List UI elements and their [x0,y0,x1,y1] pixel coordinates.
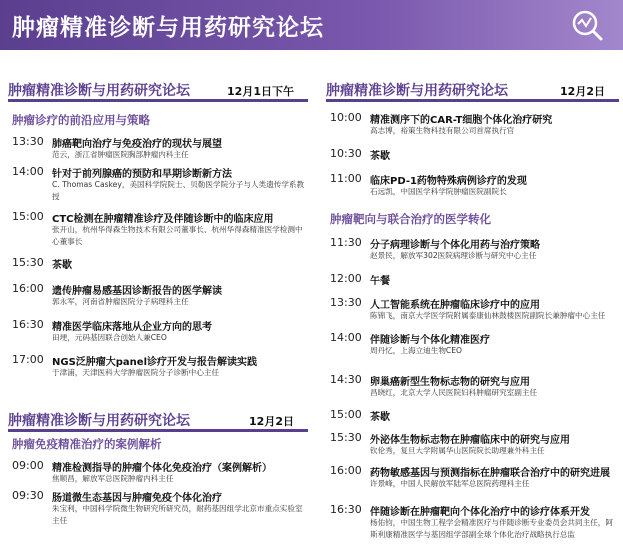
agenda-title: 针对于前列腺癌的预防和早期诊断新方法 [52,169,232,180]
agenda-time: 12:00 [330,272,362,285]
agenda-time: 10:00 [330,111,362,124]
agenda-time: 13:30 [330,296,362,309]
agenda-time: 15:30 [330,431,362,444]
agenda-title: 精准测序下的CAR-T细胞个体化治疗研究 [370,115,553,126]
agenda-speaker: 高志博，裕策生物科技有限公司首席执行官 [370,126,515,135]
agenda-title: 肠道微生态基因与肿瘤免疫个体化治疗 [52,493,222,504]
agenda-title: CTC检测在肿瘤精准诊疗及伴随诊断中的临床应用 [52,214,274,225]
section-date: 12月2日 [249,415,294,428]
agenda-speaker: 赵景民，解放军302医院病理诊断与研究中心主任 [370,251,537,260]
header-banner [0,0,623,50]
agenda-speaker: 郭永军，河南省肿瘤医院分子病理科主任 [52,297,189,306]
section-title: 肿瘤精准诊断与用药研究论坛 [8,83,190,99]
agenda-time: 11:30 [330,236,362,249]
section-header [8,78,308,102]
agenda-time: 17:00 [12,353,44,366]
check-magnifier-icon [569,7,605,43]
agenda-title: 茶歇 [52,260,72,271]
agenda-speaker: 陈锦飞，南京大学医学院附属泰康仙林鼓楼医院副院长兼肿瘤中心主任 [370,311,606,320]
section-subtitle: 肿瘤靶向与联合治疗的医学转化 [330,212,491,226]
agenda-title: 茶歇 [370,412,390,423]
agenda-title: 药物敏感基因与预测指标在肿瘤联合治疗中的研究进展 [370,468,610,479]
agenda-time: 16:00 [12,282,44,295]
agenda-title: 伴随诊断在肿瘤靶向个体化治疗中的诊疗体系开发 [370,507,590,518]
agenda-speaker: 杨佑钧，中国生物工程学会精准医疗与伴随诊断专业委员会共同主任，阿斯利康精准医学与基因组学部副全球个体化治疗战略执行总监 [370,518,613,539]
agenda-speaker: 田埂，元码基因联合创始人兼CEO [52,333,167,342]
agenda-time: 14:30 [330,373,362,386]
section-header [8,408,308,432]
agenda-title: 午餐 [370,276,390,287]
agenda-time: 16:00 [330,464,362,477]
agenda-speaker: 周丹忆，上海立迪生物CEO [370,346,463,355]
section-date: 12月2日 [560,85,605,98]
agenda-title: 茶歇 [370,151,390,162]
section-date: 12月1日下午 [227,85,294,98]
section-subtitle: 肿瘤诊疗的前沿应用与策略 [12,113,150,127]
agenda-speaker: 许景峰，中国人民解放军陆军总医院药理科主任 [370,479,530,488]
agenda-time: 10:30 [330,147,362,160]
agenda-speaker: 范云，浙江省肿瘤医院胸部肿瘤内科主任 [52,150,189,159]
agenda-time: 09:30 [12,489,44,502]
agenda-time: 14:00 [12,165,44,178]
agenda-time: 16:30 [12,318,44,331]
agenda-speaker: C. Thomas Caskey，美国科学院院士、贝勒医学院分子与人类遗传学系教授 [52,180,305,201]
agenda-speaker: 昌晓红，北京大学人民医院妇科肿瘤研究室副主任 [370,388,538,397]
agenda-speaker: 朱宝利，中国科学院微生物研究所研究员，耐药基因组学北京市重点实验室主任 [52,504,303,525]
section-title: 肿瘤精准诊断与用药研究论坛 [326,83,508,99]
agenda-title: 分子病理诊断与个体化用药与治疗策略 [370,240,540,251]
agenda-speaker: 石远凯，中国医学科学院肿瘤医院副院长 [370,187,507,196]
agenda-time: 15:00 [12,210,44,223]
agenda-title: 伴随诊断与个体化精准医疗 [370,335,490,346]
agenda-title: 临床PD-1药物特殊病例诊疗的发现 [370,176,527,187]
agenda-speaker: 焦顺昌，解放军总医院肿瘤内科主任 [52,474,174,483]
agenda-title: NGS泛肿瘤大panel诊疗开发与报告解读实践 [52,357,258,368]
page-title: 肿瘤精准诊断与用药研究论坛 [12,15,324,41]
agenda-speaker: 于津浦，天津医科大学肿瘤医院分子诊断中心主任 [52,368,220,377]
agenda-title: 肺癌靶向治疗与免疫治疗的现状与展望 [52,139,222,150]
agenda-title: 外泌体生物标志物在肿瘤临床中的研究与应用 [370,435,570,446]
agenda-title: 精准医学临床落地从企业方向的思考 [52,322,212,333]
section-subtitle: 肿瘤免疫精准治疗的案例解析 [12,437,162,451]
agenda-title: 遗传肿瘤易感基因诊断报告的医学解读 [52,286,222,297]
agenda-time: 15:00 [330,408,362,421]
agenda-time: 16:30 [330,503,362,516]
agenda-speaker: 张开山，杭州华得森生物技术有限公司董事长、杭州华得森精准医学检测中心董事长 [52,225,303,246]
section-header [326,78,619,102]
agenda-time: 11:00 [330,172,362,185]
agenda-title: 精准检测指导的肿瘤个体化免疫治疗（案例解析） [52,463,272,474]
agenda-title: 卵巢癌新型生物标志物的研究与应用 [370,377,530,388]
agenda-time: 09:00 [12,459,44,472]
agenda-speaker: 钦伦秀，复旦大学附属华山医院院长助理兼外科主任 [370,446,545,455]
section-title: 肿瘤精准诊断与用药研究论坛 [8,413,190,429]
agenda-time: 14:00 [330,331,362,344]
agenda-title: 人工智能系统在肿瘤临床诊疗中的应用 [370,300,540,311]
agenda-time: 15:30 [12,256,44,269]
agenda-time: 13:30 [12,135,44,148]
